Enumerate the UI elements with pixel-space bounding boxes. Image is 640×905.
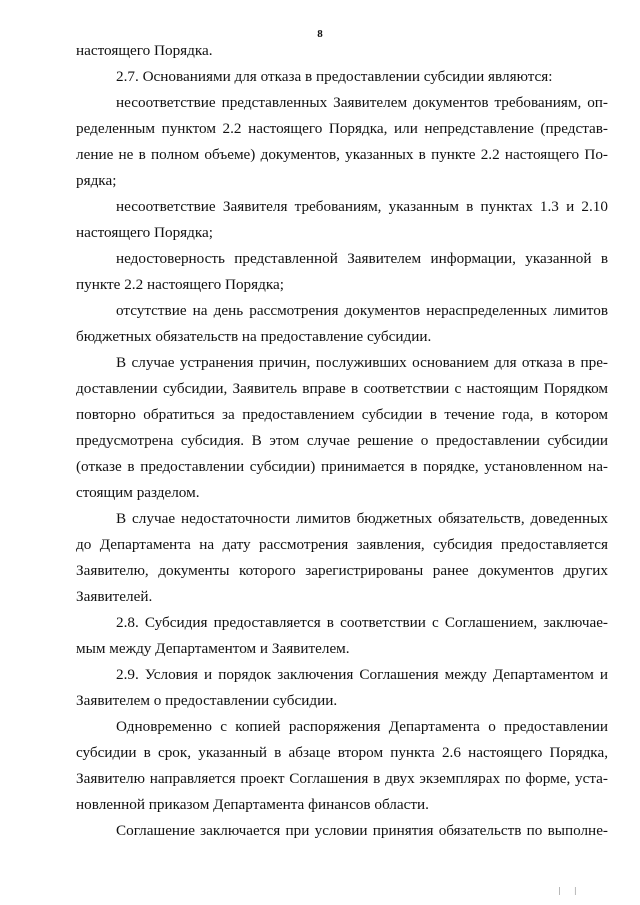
text-line: Заявителю направляется проект Соглашения в двух экземплярах по форме, уста-: [76, 770, 608, 787]
text-line: доставлении субсидии, Заявитель вправе в соответствии с настоящим Порядком: [76, 380, 608, 397]
text-line: Соглашение заключается при условии принятия обязательств по выполне-: [116, 822, 608, 839]
text-line: настоящего Порядка;: [76, 224, 213, 241]
text-line: пункте 2.2 настоящего Порядка;: [76, 276, 284, 293]
text-line: настоящего Порядка.: [76, 42, 213, 59]
text-line: (отказе в предоставлении субсидии) принимается в порядке, установленном на-: [76, 458, 608, 475]
text-line: 2.9. Условия и порядок заключения Соглашения между Департаментом и: [116, 666, 608, 683]
text-line: рядка;: [76, 172, 117, 189]
text-line: Заявителем о предоставлении субсидии.: [76, 692, 338, 709]
text-line: 2.7. Основаниями для отказа в предоставлении субсидии являются:: [116, 68, 553, 85]
text-line: недостоверность представленной Заявителем информации, указанной в: [116, 250, 608, 267]
text-line: мым между Департаментом и Заявителем.: [76, 640, 350, 657]
text-line: новленной приказом Департамента финансов области.: [76, 796, 429, 813]
text-line: Заявителю, документы которого зарегистрированы ранее документов других: [76, 562, 608, 579]
text-line: субсидии в срок, указанный в абзаце втором пункта 2.6 настоящего Порядка,: [76, 744, 608, 761]
text-line: В случае устранения причин, послуживших основанием для отказа в пре-: [116, 354, 608, 371]
footer-mark: | |: [558, 886, 582, 895]
text-line: предусмотрена субсидия. В этом случае решение о предоставлении субсидии: [76, 432, 608, 449]
text-line: отсутствие на день рассмотрения документов нераспределенных лимитов: [116, 302, 608, 319]
text-line: несоответствие представленных Заявителем документов требованиям, оп-: [116, 94, 608, 111]
text-line: ление не в полном объеме) документов, указанных в пункте 2.2 настоящего По-: [76, 146, 608, 163]
text-line: Заявителей.: [76, 588, 153, 605]
text-line: стоящим разделом.: [76, 484, 200, 501]
text-line: повторно обратиться за предоставлением субсидии в течение года, в котором: [76, 406, 608, 423]
text-line: несоответствие Заявителя требованиям, указанным в пунктах 1.3 и 2.10: [116, 198, 608, 215]
text-line: до Департамента на дату рассмотрения заявления, субсидия предоставляется: [76, 536, 608, 553]
page-number: 8: [317, 28, 323, 40]
text-line: 2.8. Субсидия предоставляется в соответствии с Соглашением, заключае-: [116, 614, 608, 631]
text-line: Одновременно с копией распоряжения Департамента о предоставлении: [116, 718, 608, 735]
text-line: бюджетных обязательств на предоставление субсидии.: [76, 328, 432, 345]
document-body: [76, 38, 608, 844]
text-line: ределенным пунктом 2.2 настоящего Порядка, или непредставление (представ-: [76, 120, 608, 137]
text-line: В случае недостаточности лимитов бюджетных обязательств, доведенных: [116, 510, 608, 527]
